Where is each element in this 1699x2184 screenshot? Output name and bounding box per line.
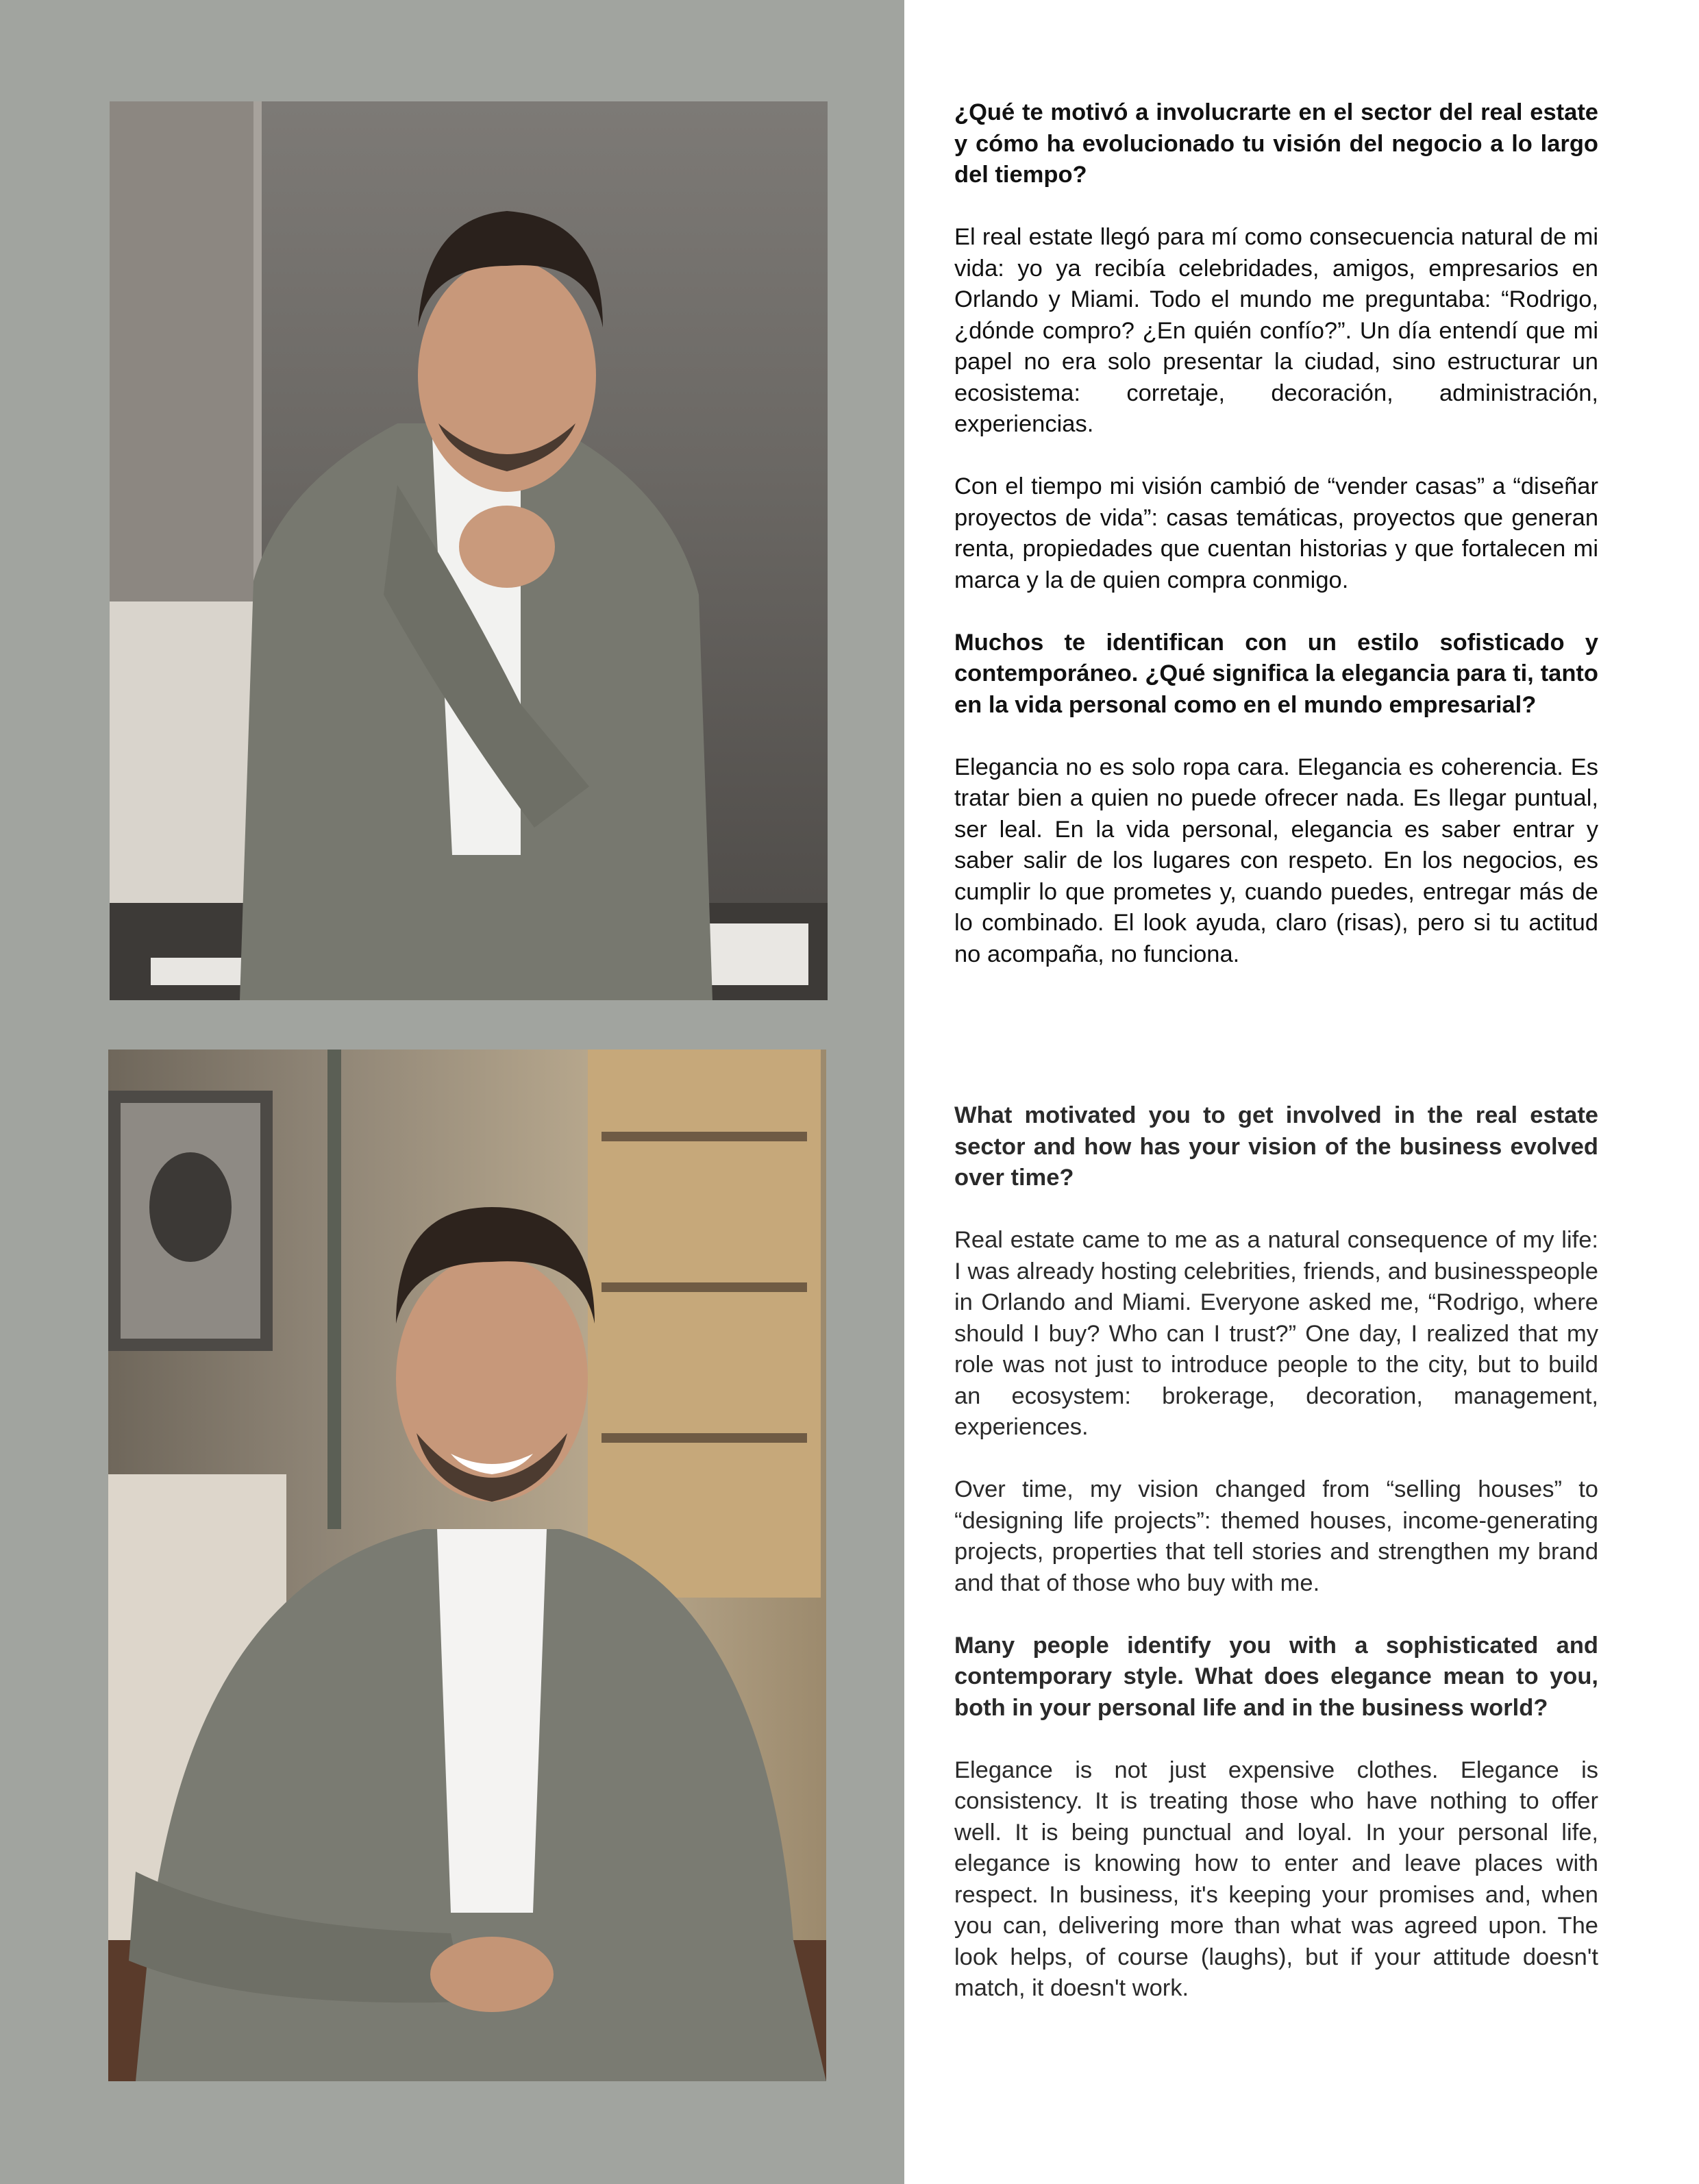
question-2-es: Muchos te identifican con un estilo sofisticado y contemporáneo. ¿Qué significa la elegancia para ti, tanto en la vida personal como en el mundo empresarial? [954, 629, 1598, 718]
answer-1a-en: Real estate came to me as a natural consequence of my life: I was already hosting celebrities, friends, and businesspeople in Orlando and Miami. Everyone asked me, “Rodrigo, where should I buy? Who can I trust?” One day, I realized that my role was not just to introduce people to the city, but to build an ecosystem: brokerage, decoration, management, experiences. [954, 1227, 1598, 1440]
english-interview-column [954, 1100, 1598, 2035]
question-2-en: Many people identify you with a sophisticated and contemporary style. What does elegance mean to you, both in your personal life and in the business world? [954, 1632, 1598, 1721]
answer-2-en: Elegance is not just expensive clothes. Elegance is consistency. It is treating those who have nothing to offer well. It is being punctual and loyal. In your personal life, elegance is knowing how to enter and leave places with respect. In business, it's keeping your promises and, when you can, delivering more than what was agreed upon. The look helps, of course (laughs), but if your attitude doesn't match, it doesn't work. [954, 1757, 1598, 2001]
portrait-illustration [108, 1050, 826, 2081]
answer-1a-es: El real estate llegó para mí como consecuencia natural de mi vida: yo ya recibía celebridades, amigos, empresarios en Orlando y Miami. Todo el mundo me preguntaba: “Rodrigo, ¿dónde compro? ¿En quién confío?”. Un día entendí que mi papel no era solo presentar la ciudad, sino estructurar un ecosistema: corretaje, decoración, administración, experiencias. [954, 224, 1598, 437]
portrait-illustration [110, 101, 828, 1000]
portrait-photo-smiling [108, 1050, 826, 2081]
spanish-interview-column [954, 97, 1598, 1002]
answer-2-es: Elegancia no es solo ropa cara. Elegancia es coherencia. Es tratar bien a quien no puede ofrecer nada. Es llegar puntual, ser leal. En la vida personal, elegancia es saber entrar y saber salir de los lugares con respeto. En los negocios, es cumplir lo que prometes y, cuando puedes, entregar más de lo combinado. El look ayuda, claro (risas), pero si tu actitud no acompaña, no funciona. [954, 754, 1598, 967]
portrait-photo-seated-pose [110, 101, 828, 1000]
answer-1b-en: Over time, my vision changed from “selling houses” to “designing life projects”: themed houses, income-generating projects, properties that tell stories and strengthen my brand and that of those who buy with me. [954, 1476, 1598, 1596]
question-1-en: What motivated you to get involved in the real estate sector and how has your vision of the business evolved over time? [954, 1102, 1598, 1191]
question-1-es: ¿Qué te motivó a involucrarte en el sector del real estate y cómo ha evolucionado tu visión del negocio a lo largo del tiempo? [954, 99, 1598, 188]
answer-1b-es: Con el tiempo mi visión cambió de “vender casas” a “diseñar proyectos de vida”: casas temáticas, proyectos que generan renta, propiedades que cuentan historias y que fortalecen mi marca y la de quien compra conmigo. [954, 473, 1598, 593]
